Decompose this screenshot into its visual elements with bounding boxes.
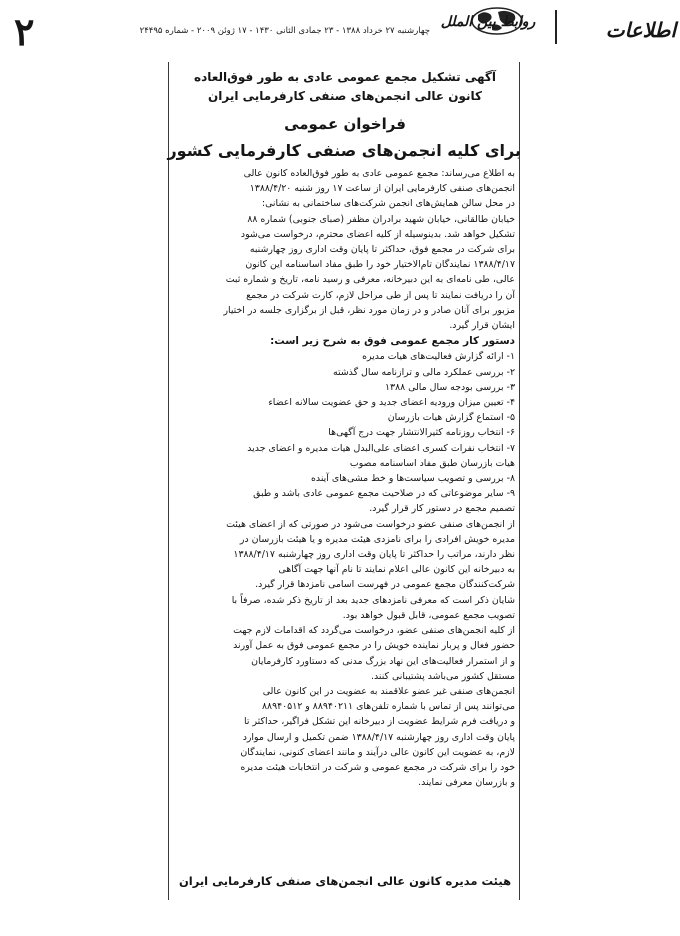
membership-line: و دریافت فرم شرایط عضویت از دبیرخانه این تشکل فراگیر، حداکثر تا <box>244 716 515 728</box>
notice-heading-1: آگهی تشکیل مجمع عمومی عادی به طور فوق‌العاده <box>194 70 496 84</box>
notice-column <box>168 62 520 900</box>
agenda-item: ۳- بررسی بودجه سال مالی ۱۳۸۸ <box>385 381 515 393</box>
intro-line: ایشان قرار گیرد. <box>449 320 515 332</box>
intro-line: تشکیل خواهد شد. بدینوسیله از کلیه اعضای محترم، درخواست می‌شود <box>240 228 515 240</box>
intro-line: ۱۳۸۸/۴/۱۷ نمایندگان تام‌الاختیار خود را طبق مفاد اساسنامه این کانون <box>245 259 515 271</box>
membership-line: انجمن‌های صنفی غیر عضو علاقمند به عضویت در این کانون عالی <box>262 685 515 697</box>
candidates-line: به دبیرخانه این کانون عالی اعلام نمایند تا نام آنها جهت آگاهی <box>278 564 515 576</box>
candidates-line: شرکت‌کنندگان مجمع عمومی در فهرست اسامی نامزدها قرار گیرد. <box>255 579 515 591</box>
notice-heading-3: فراخوان عمومی <box>284 115 406 133</box>
page-number: ۲ <box>14 9 35 54</box>
membership-line: می‌توانند پس از تماس با شماره تلفن‌های ۸۸۹۴۰۲۱۱ و ۸۸۹۴۰۵۱۲ <box>262 701 515 713</box>
candidates-line: تصویب مجمع عمومی، قابل قبول خواهد بود. <box>342 609 515 621</box>
participation-line: از کلیه انجمن‌های صنفی عضو، درخواست می‌گردد که اقدامات لازم جهت <box>233 625 515 637</box>
masthead <box>0 8 680 52</box>
membership-line: پایان وقت اداری روز چهارشنبه ۱۳۸۸/۴/۱۷ ضمن تکمیل و ارسال موارد <box>242 731 515 743</box>
agenda-item: ۱- ارائه گزارش فعالیت‌های هیات مدیره <box>362 351 515 363</box>
masthead-divider <box>555 10 557 44</box>
dateline: چهارشنبه ۲۷ خرداد ۱۳۸۸ - ۲۳ جمادی الثانی ۱۴۳۰ - ۱۷ ژوئن ۲۰۰۹ - شماره ۲۴۴۹۵ <box>139 26 430 36</box>
notice-heading-2: کانون عالی انجمن‌های صنفی کارفرمایی ایران <box>208 89 482 103</box>
participation-line: و از استمرار فعالیت‌های این نهاد بزرگ مدنی که دستاورد کارفرمایان <box>251 655 515 667</box>
candidates-line: مدیره خویش افرادی را برای نامزدی هیئت مدیره و یا هیئت بازرسان در <box>239 533 515 545</box>
agenda-item: ۷- انتخاب نفرات کسری اعضای علی‌البدل هیات مدیره و اعضای جدید <box>247 442 515 454</box>
candidates-line: شایان ذکر است که معرفی نامزدهای جدید بعد از تاریخ ذکر شده، صرفاً با <box>231 594 515 606</box>
agenda-item: ۲- بررسی عملکرد مالی و ترازنامه سال گذشته <box>332 366 515 378</box>
intro-line: آن را دریافت نمایند تا پس از طی مراحل لازم، کارت شرکت در مجمع <box>246 289 515 301</box>
candidates-line: نظر دارند، مراتب را حداکثر تا پایان وقت اداری روز چهارشنبه ۱۳۸۸/۴/۱۷ <box>233 549 515 561</box>
membership-line: لازم، به عضویت این کانون عالی درآیند و مانند اعضای کنونی، نمایندگان <box>240 746 515 758</box>
membership-line: و بازرسان معرفی نمایند. <box>418 777 515 789</box>
participation-line: مستقل کشور می‌باشد پشتیبانی کنند. <box>370 670 515 682</box>
intro-line: به اطلاع می‌رساند: مجمع عمومی عادی به طور فوق‌العاده کانون عالی <box>243 168 515 179</box>
intro-line: عالی، طی نامه‌ای به این دبیرخانه، معرفی و رسید نامه، تاریخ و شماره ثبت <box>225 274 515 286</box>
membership-line: خود را برای شرکت در مجمع عمومی و شرکت در انتخابات هیئت مدیره <box>240 761 515 773</box>
notice-heading-4: برای کلیه انجمن‌های صنفی کارفرمایی کشور <box>167 141 521 160</box>
participation-line: حضور فعال و پربار نماینده خویش را در مجمع عمومی فوق به عمل آورند <box>233 640 515 652</box>
agenda-item: ۸- بررسی و تصویب سیاست‌ها و خط مشی‌های آینده <box>310 473 515 485</box>
intro-line: خیابان طالقانی، خیابان شهید برادران مظفر (صبای جنوبی) شماره ۸۸ <box>247 213 515 225</box>
intro-line: در محل سالن همایش‌های انجمن شرکت‌های ساختمانی به نشانی: <box>261 198 515 210</box>
intro-line: برای شرکت در مجمع فوق، حداکثر تا پایان وقت اداری روز چهارشنبه <box>249 244 515 256</box>
section-title: روابط بین الملل <box>440 14 536 30</box>
agenda-item: هیات بازرسان طبق مفاد اساسنامه مصوب <box>349 457 515 469</box>
agenda-heading: دستور کار مجمع عمومی فوق به شرح زیر است: <box>270 335 515 348</box>
agenda-item: ۵- استماع گزارش هیات بازرسان <box>387 412 515 424</box>
intro-line: انجمن‌های صنفی کارفرمایی ایران از ساعت ۱۷ روز شنبه ۱۳۸۸/۴/۲۰ <box>249 183 515 195</box>
agenda-item: ۴- تعیین میزان ورودیه اعضای جدید و حق عضویت سالانه اعضاء <box>268 397 515 409</box>
candidates-line: از انجمن‌های صنفی عضو درخواست می‌شود در صورتی که از اعضای هیئت <box>226 518 515 530</box>
notice-signature: هیئت مدیره کانون عالی انجمن‌های صنفی کارفرمایی ایران <box>178 874 512 888</box>
notice-body <box>175 166 515 790</box>
newspaper-name: اطلاعات <box>605 18 676 42</box>
agenda-item: ۹- سایر موضوعاتی که در صلاحیت مجمع عمومی عادی باشد و طبق <box>253 488 515 500</box>
agenda-item: تصمیم مجمع در دستور کار قرار گیرد. <box>369 503 515 515</box>
intro-line: مزبور برای آنان صادر و در زمان مورد نظر، قبل از برگزاری جلسه در اختیار <box>223 304 515 316</box>
agenda-item: ۶- انتخاب روزنامه کثیرالانتشار جهت درج آگهی‌ها <box>328 427 515 439</box>
